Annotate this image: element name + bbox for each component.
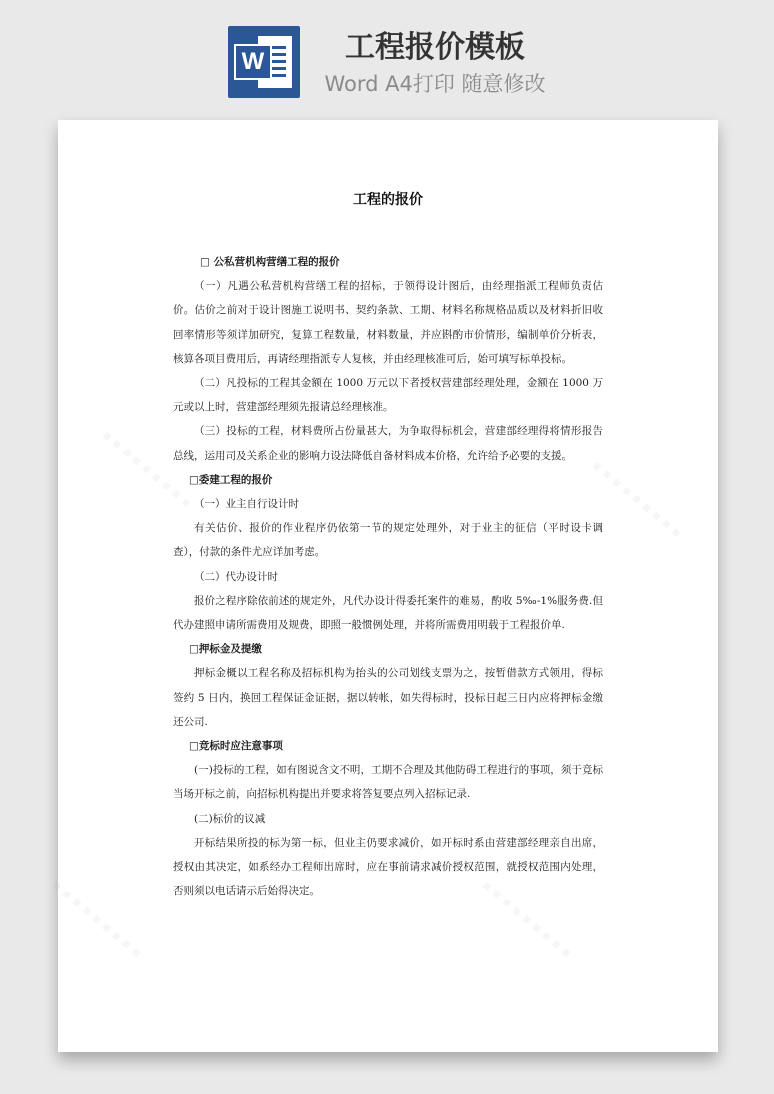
- watermark: ·········: [88, 417, 204, 523]
- paragraph: 开标结果所投的标为第一标，但业主仍要求减价，如开标时系由营建部经理亲自出席，授权由其决定，如系经办工程师出席时，应在事前请求减价授权范围，就授权范围内处理，否则须以电话请示后始得决定。: [173, 836, 603, 898]
- paragraph: 有关估价、报价的作业程序仍依第一节的规定处理外，对于业主的征信（平时设卡调查），付款的条件尤应详加考虑。: [173, 522, 603, 559]
- watermark: ·········: [468, 867, 584, 973]
- paragraph: (一)投标的工程，如有图说含文不明，工期不合理及其他防碍工程进行的事项，须于竞标当场开标之前，向招标机构提出并要求将答复要点列入招标记录.: [173, 764, 603, 801]
- subsection-label: (二)标价的议减: [194, 812, 266, 825]
- word-letter-tile: W: [234, 44, 272, 80]
- paragraph: （一）凡遇公私营机构营缮工程的招标，于领得设计图后，由经理指派工程师负责估价。估价之前对于设计图施工说明书、契约条款、工期、材料名称规格品质以及材料折旧收回率情形等须详加研究，复算工程数量，材料数量，并应斟酌市价情形，编制单价分析表，核算各项目费用后，再请经理指派专人复核，并由经理核准可后，始可填写标单投标。: [173, 280, 603, 365]
- section-heading: □委建工程的报价: [189, 473, 273, 486]
- watermark: ·········: [578, 447, 694, 553]
- template-banner: [0, 0, 774, 110]
- paragraph: （三）投标的工程，材料费所占份量甚大，为争取得标机会，营建部经理得将情形报告总线，运用司及关系企业的影响力设法降低自备材料成本价格，允许给予必要的支援。: [173, 425, 603, 462]
- banner-subtitle: Word A4打印 随意修改: [324, 72, 546, 96]
- watermark: ·········: [38, 867, 154, 973]
- section-heading: □ 公私营机构营缮工程的报价: [200, 256, 340, 268]
- subsection-label: （二）代办设计时: [194, 570, 278, 583]
- document-page: [38, 120, 718, 1052]
- section-heading: □押标金及提缴: [189, 643, 262, 656]
- paragraph: （二）凡投标的工程其金额在 1000 万元以下者授权营建部经理处理，金额在 1000 万元或以上时，营建部经理须先报请总经理核准。: [173, 377, 603, 414]
- word-document-icon: [228, 26, 300, 98]
- banner-title: 工程报价模板: [345, 30, 525, 65]
- subsection-label: （一）业主自行设计时: [194, 498, 299, 511]
- document-title: 工程的报价: [353, 192, 423, 208]
- section-heading: □竞标时应注意事项: [189, 740, 283, 753]
- document-body: [173, 250, 603, 903]
- paragraph: 报价之程序除依前述的规定外，凡代办设计得委托案件的难易，酌收 5‰-1%服务费.但代办建照申请所需费用及规费，即照一般惯例处理，并将所需费用明载于工程报价单.: [173, 594, 603, 632]
- paragraph: 押标金概以工程名称及招标机构为抬头的公司划线支票为之，按暂借款方式领用，得标签约 5 日内，换回工程保证金证据，据以转帐，如失得标时，投标日起三日内应将押标金缴还公司.: [173, 667, 603, 728]
